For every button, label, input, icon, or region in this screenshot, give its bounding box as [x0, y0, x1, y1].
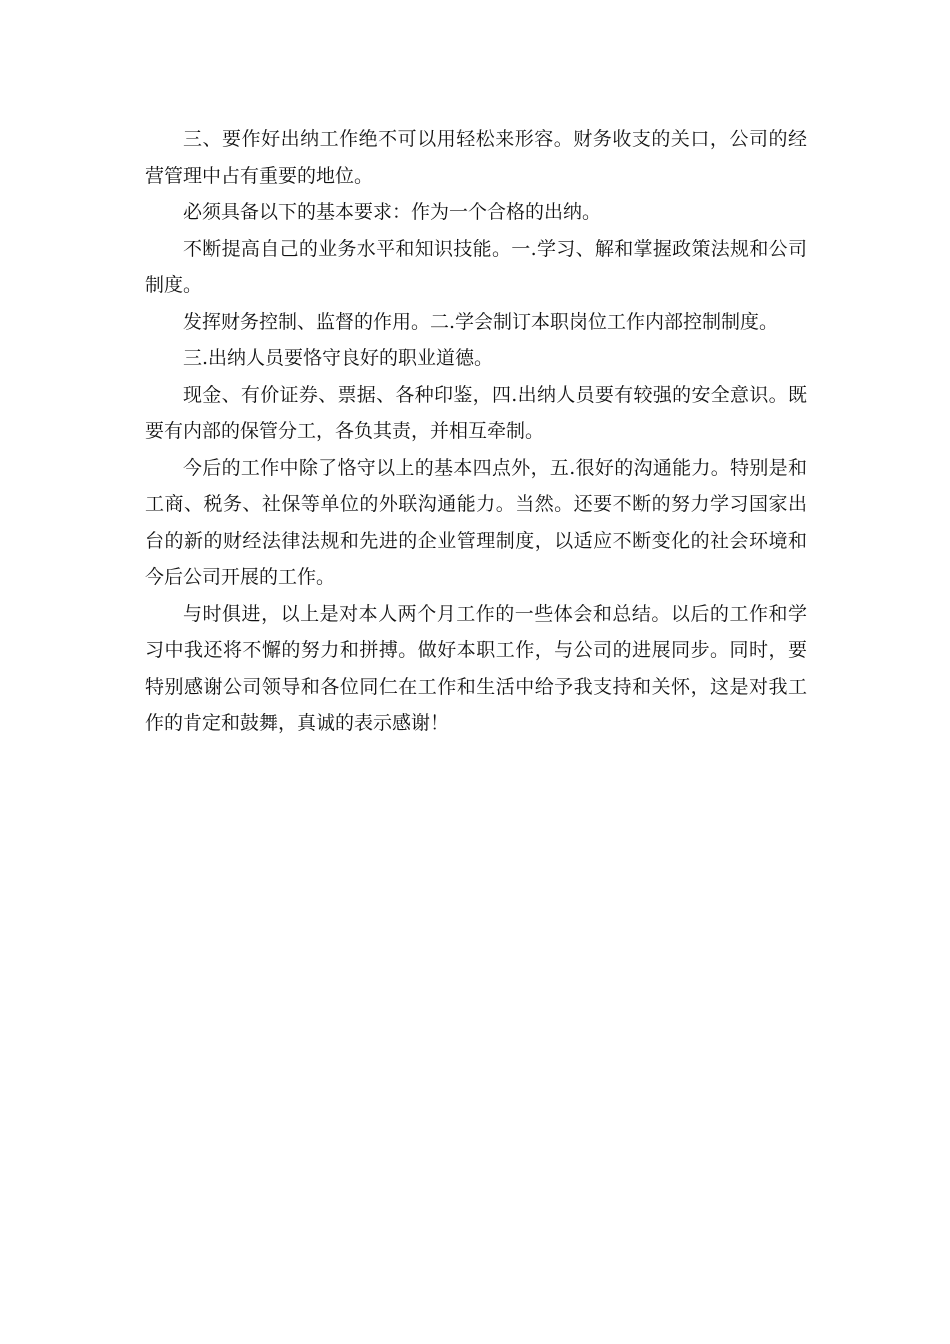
paragraph: 不断提高自己的业务水平和知识技能。一.学习、解和掌握政策法规和公司制度。: [145, 237, 807, 296]
paragraph: 三、要作好出纳工作绝不可以用轻松来形容。财务收支的关口，公司的经营管理中占有重要的地位。: [145, 128, 807, 187]
document-body: [145, 121, 807, 742]
paragraph: 三.出纳人员要恪守良好的职业道德。: [183, 347, 494, 369]
paragraph: 现金、有价证券、票据、各种印鉴，四.出纳人员要有较强的安全意识。既要有内部的保管分工，各负其责，并相互牵制。: [145, 383, 807, 442]
paragraph: 发挥财务控制、监督的作用。二.学会制订本职岗位工作内部控制制度。: [183, 310, 779, 333]
paragraph: 今后的工作中除了恪守以上的基本四点外，五.很好的沟通能力。特别是和工商、税务、社保等单位的外联沟通能力。当然。还要不断的努力学习国家出台的新的财经法律法规和先进的企业管理制度，以适应不断变化的社会环境和今后公司开展的工作。: [145, 456, 807, 588]
paragraph: 与时俱进，以上是对本人两个月工作的一些体会和总结。以后的工作和学习中我还将不懈的努力和拼搏。做好本职工作，与公司的进展同步。同时，要特别感谢公司领导和各位同仁在工作和生活中给予我支持和关怀，这是对我工作的肯定和鼓舞，真诚的表示感谢！: [145, 602, 807, 734]
paragraph: 必须具备以下的基本要求：作为一个合格的出纳。: [183, 201, 602, 223]
